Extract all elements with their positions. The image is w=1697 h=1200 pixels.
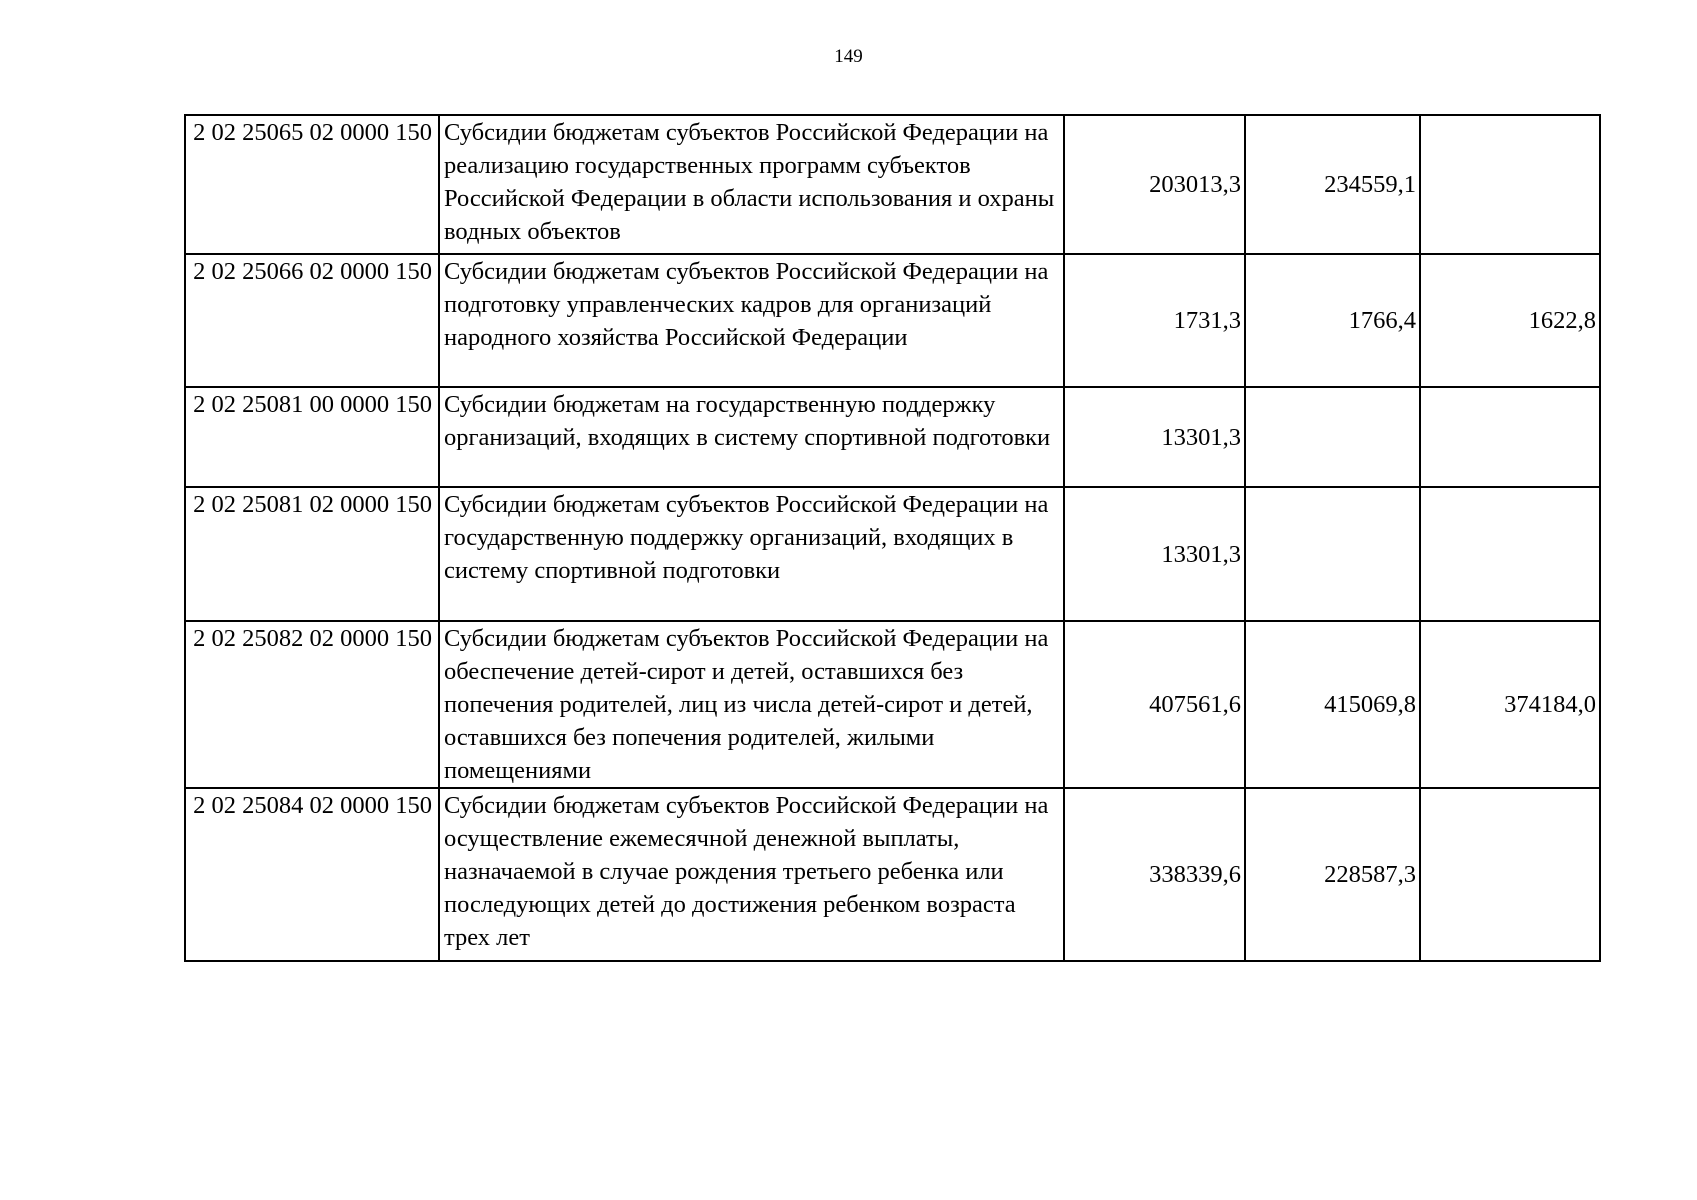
row-value-2: 234559,1 <box>1245 115 1420 254</box>
row-value-1: 13301,3 <box>1064 387 1245 487</box>
row-value-1: 203013,3 <box>1064 115 1245 254</box>
row-name: Субсидии бюджетам субъектов Российской Федерации на обеспечение детей-сирот и детей, оставшихся без попечения родителей, лиц из числа детей-сирот и детей, оставшихся без попечения родителей, жилыми помещениями <box>439 621 1064 788</box>
row-name: Субсидии бюджетам субъектов Российской Федерации на подготовку управленческих кадров для организаций народного хозяйства Российской Федерации <box>439 254 1064 387</box>
row-value-3 <box>1420 788 1600 961</box>
row-code: 2 02 25081 00 0000 150 <box>185 387 439 487</box>
row-code: 2 02 25065 02 0000 150 <box>185 115 439 254</box>
table-row <box>185 254 1600 387</box>
row-name: Субсидии бюджетам на государственную поддержку организаций, входящих в систему спортивной подготовки <box>439 387 1064 487</box>
row-value-1: 338339,6 <box>1064 788 1245 961</box>
row-value-3 <box>1420 115 1600 254</box>
row-value-3: 1622,8 <box>1420 254 1600 387</box>
row-value-2: 415069,8 <box>1245 621 1420 788</box>
row-name: Субсидии бюджетам субъектов Российской Федерации на осуществление ежемесячной денежной выплаты, назначаемой в случае рождения третьего ребенка или последующих детей до достижения ребенком возраста трех лет <box>439 788 1064 961</box>
row-value-2: 1766,4 <box>1245 254 1420 387</box>
row-value-3 <box>1420 487 1600 621</box>
row-value-2: 228587,3 <box>1245 788 1420 961</box>
row-code: 2 02 25082 02 0000 150 <box>185 621 439 788</box>
table-row <box>185 387 1600 487</box>
row-name: Субсидии бюджетам субъектов Российской Федерации на государственную поддержку организаций, входящих в систему спортивной подготовки <box>439 487 1064 621</box>
row-name: Субсидии бюджетам субъектов Российской Федерации на реализацию государственных программ субъектов Российской Федерации в области использования и охраны водных объектов <box>439 115 1064 254</box>
row-value-1: 407561,6 <box>1064 621 1245 788</box>
table-row <box>185 115 1600 254</box>
row-value-3 <box>1420 387 1600 487</box>
row-value-2 <box>1245 387 1420 487</box>
table-row <box>185 621 1600 788</box>
page-number: 149 <box>834 46 863 67</box>
row-value-1: 13301,3 <box>1064 487 1245 621</box>
budget-table <box>184 114 1601 962</box>
table-row <box>185 788 1600 961</box>
row-code: 2 02 25066 02 0000 150 <box>185 254 439 387</box>
row-code: 2 02 25084 02 0000 150 <box>185 788 439 961</box>
row-value-3: 374184,0 <box>1420 621 1600 788</box>
row-value-2 <box>1245 487 1420 621</box>
row-value-1: 1731,3 <box>1064 254 1245 387</box>
table-row <box>185 487 1600 621</box>
row-code: 2 02 25081 02 0000 150 <box>185 487 439 621</box>
